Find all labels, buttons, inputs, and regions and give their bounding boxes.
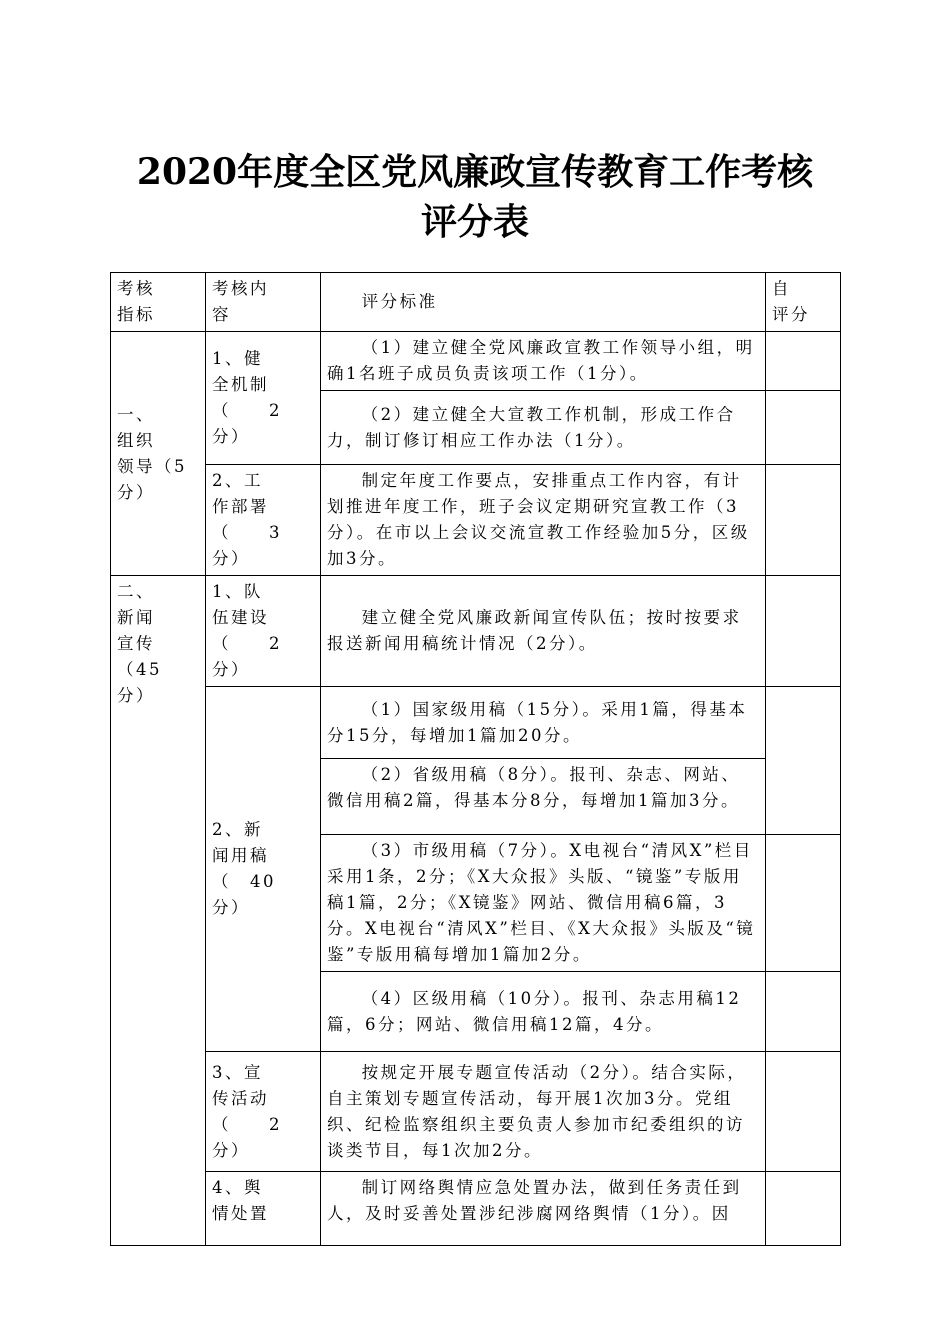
- self-score-cell[interactable]: [766, 972, 841, 1052]
- standard-cell: （2）省级用稿（8分）。报刊、杂志、网站、微信用稿2篇，得基本分8分，每增加1篇加3分。: [321, 759, 766, 835]
- table-header-row: [111, 273, 841, 332]
- document-title-line1: 2020年度全区党风廉政宣传教育工作考核: [136, 151, 814, 193]
- standard-cell: 按规定开展专题宣传活动（2分）。结合实际，自主策划专题宣传活动，每开展1次加3分。党组织、纪检监察组织主要负责人参加市纪委组织的访谈类节目，每1次加2分。: [321, 1052, 766, 1172]
- header-standard: 评分标准: [321, 273, 766, 332]
- header-content: 考核内 容: [206, 273, 321, 332]
- standard-cell: 建立健全党风廉政新闻宣传队伍；按时按要求报送新闻用稿统计情况（2分）。: [321, 576, 766, 687]
- content-cell: 2、新 闻用稿 （ 40 分）: [206, 687, 321, 1052]
- table-row: [111, 1052, 841, 1172]
- standard-cell: 制订网络舆情应急处置办法，做到任务责任到人，及时妥善处置涉纪涉腐网络舆情（1分）。因: [321, 1172, 766, 1246]
- header-indicator: 考核 指标: [111, 273, 206, 332]
- content-cell: 2、工 作部署 （ 3 分）: [206, 465, 321, 576]
- standard-cell: （1）建立健全党风廉政宣教工作领导小组，明确1名班子成员负责该项工作（1分）。: [321, 332, 766, 391]
- self-score-cell[interactable]: [766, 1052, 841, 1172]
- standard-cell: （1）国家级用稿（15分）。采用1篇，得基本分15分，每增加1篇加20分。: [321, 687, 766, 759]
- indicator-cell: 一、 组织 领导（5 分）: [111, 332, 206, 576]
- self-score-cell[interactable]: [766, 391, 841, 465]
- table-row: [111, 465, 841, 576]
- content-cell: 3、宣 传活动 （ 2 分）: [206, 1052, 321, 1172]
- standard-cell: 制定年度工作要点，安排重点工作内容，有计划推进年度工作，班子会议定期研究宣教工作（3分）。在市以上会议交流宣教工作经验加5分，区级加3分。: [321, 465, 766, 576]
- content-cell: 4、舆 情处置: [206, 1172, 321, 1246]
- header-self-score: 自 评分: [766, 273, 841, 332]
- table-row: [111, 332, 841, 391]
- indicator-cell: 二、 新闻 宣传 （45 分）: [111, 576, 206, 1246]
- table-row: [111, 576, 841, 687]
- standard-cell: （2）建立健全大宣教工作机制，形成工作合力，制订修订相应工作办法（1分）。: [321, 391, 766, 465]
- self-score-cell[interactable]: [766, 576, 841, 687]
- self-score-cell[interactable]: [766, 1172, 841, 1246]
- self-score-cell[interactable]: [766, 465, 841, 576]
- table-row: [111, 1172, 841, 1246]
- standard-cell: （4）区级用稿（10分）。报刊、杂志用稿12篇，6分；网站、微信用稿12篇，4分。: [321, 972, 766, 1052]
- standard-cell: （3）市级用稿（7分）。X电视台“清风X”栏目采用1条，2分；《X大众报》头版、“镜鉴”专版用稿1篇，2分；《X镜鉴》网站、微信用稿6篇，3分。X电视台“清风X”栏目、《X大众报》头版及“镜鉴”专版用稿每增加1篇加2分。: [321, 835, 766, 972]
- self-score-cell[interactable]: [766, 835, 841, 972]
- self-score-cell[interactable]: [766, 332, 841, 391]
- self-score-cell[interactable]: [766, 687, 841, 835]
- content-cell: 1、队 伍建设 （ 2 分）: [206, 576, 321, 687]
- content-cell: 1、健 全机制 （ 2 分）: [206, 332, 321, 465]
- scoring-table: [110, 272, 841, 1246]
- document-title-line2: 评分表: [420, 201, 529, 243]
- table-row: [111, 687, 841, 759]
